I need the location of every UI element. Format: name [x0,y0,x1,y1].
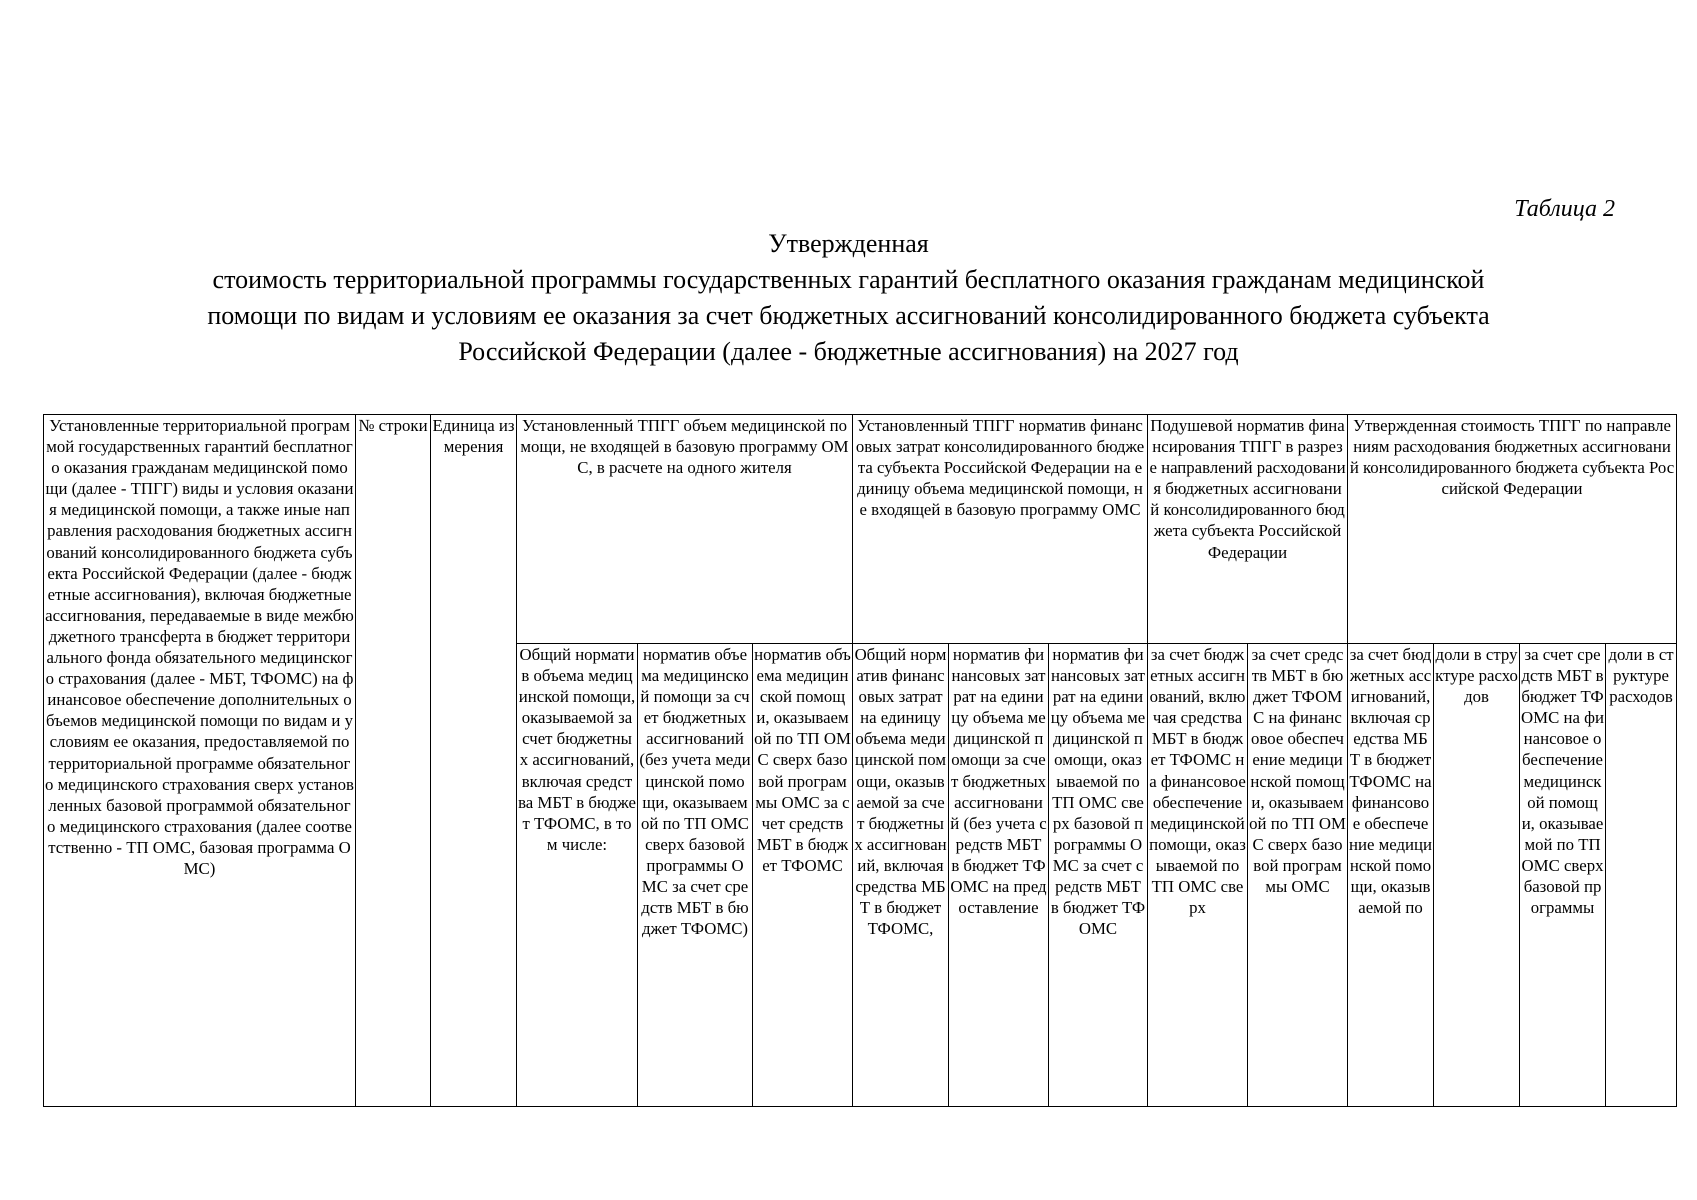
subheader-cost-total: Общий норматив финансовых затрат на единицу объема медицинской помощи, оказываемой за счет бюджетных ассигнований, включая средства МБТ в бюджет ТФОМС, [853,644,949,1107]
subheader-approved-budget-share: доли в структуре расходов [1434,644,1520,1107]
subheader-cost-budget: норматив финансовых затрат на единицу объема медицинской помощи за счет бюджетных ассигнований (без учета средств МБТ в бюджет ТФОМС на предоставление [949,644,1049,1107]
title-line-4: Российской Федерации (далее - бюджетные ассигнования) на 2027 год [458,337,1239,366]
subheader-cost-oms: норматив финансовых затрат на единицу объема медицинской помощи, оказываемой по ТП ОМС сверх базовой программы ОМС за счет средств МБТ в бюджет ТФОМС [1049,644,1148,1107]
header-description-cell: Установленные территориальной программой государственных гарантий бесплатного оказания гражданам медицинской помощи (далее - ТПГГ) виды и условия оказания медицинской помощи, а также иные направления расходования бюджетных ассигнований консолидированного бюджета субъекта Российской Федерации (далее - бюджетные ассигнования), включая бюджетные ассигнования, передаваемые в виде межбюджетного трансферта в бюджет территориального фонда обязательного медицинского страхования (далее - МБТ, ТФОМС) на финансовое обеспечение дополнительных объемов медицинской помощи по видам и условиям ее оказания, предоставляемой по территориальной программе обязательного медицинского страхования сверх установленных базовой программой обязательного медицинского страхования (далее соответственно - ТП ОМС, базовая программа ОМС) [44,415,356,1107]
subheader-approved-budget: за счет бюджетных ассигнований, включая средства МБТ в бюджет ТФОМС на финансовое обеспечение медицинской помощи, оказываемой по [1348,644,1434,1107]
subheader-approved-mbt: за счет средств МБТ в бюджет ТФОМС на финансовое обеспечение медицинской помощи, оказываемой по ТП ОМС сверх базовой программы [1520,644,1606,1107]
subheader-volume-budget: норматив объема медицинской помощи за счет бюджетных ассигнований (без учета медицинской помощи, оказываемой по ТП ОМС сверх базовой программы ОМС за счет средств МБТ в бюджет ТФОМС) [638,644,753,1107]
table-number-label: Таблица 2 [1514,196,1615,222]
table-header-row-groups [44,415,1677,644]
header-row-number-cell: № строки [356,415,431,1107]
document-title [0,226,1697,370]
header-group-per-capita: Подушевой норматив финансирования ТПГГ в разрезе направлений расходования бюджетных ассигнований консолидированного бюджета субъекта Российской Федерации [1148,415,1348,644]
header-group-approved-cost: Утвержденная стоимость ТПГГ по направлениям расходования бюджетных ассигнований консолидированного бюджета субъекта Российской Федерации [1348,415,1677,644]
title-line-2: стоимость территориальной программы государственных гарантий бесплатного оказания гражданам медицинской [212,265,1485,294]
header-group-cost-norm: Установленный ТПГГ норматив финансовых затрат консолидированного бюджета субъекта Российской Федерации на единицу объема медицинской помощи, не входящей в базовую программу ОМС [853,415,1148,644]
financing-table [43,414,1677,1107]
subheader-volume-total: Общий норматив объема медицинской помощи, оказываемой за счет бюджетных ассигнований, включая средства МБТ в бюджет ТФОМС, в том числе: [517,644,638,1107]
subheader-per-capita-mbt: за счет средств МБТ в бюджет ТФОМС на финансовое обеспечение медицинской помощи, оказываемой по ТП ОМС сверх базовой программы ОМС [1248,644,1348,1107]
title-line-1: Утвержденная [768,229,929,258]
subheader-volume-oms: норматив объема медицинской помощи, оказываемой по ТП ОМС сверх базовой программы ОМС за счет средств МБТ в бюджет ТФОМС [753,644,853,1107]
subheader-approved-mbt-share: доли в структуре расходов [1606,644,1677,1107]
title-line-3: помощи по видам и условиям ее оказания за счет бюджетных ассигнований консолидированного бюджета субъекта [207,301,1490,330]
header-group-volume: Установленный ТПГГ объем медицинской помощи, не входящей в базовую программу ОМС, в расчете на одного жителя [517,415,853,644]
header-unit-cell: Единица измерения [431,415,517,1107]
subheader-per-capita-budget: за счет бюджетных ассигнований, включая средства МБТ в бюджет ТФОМС на финансовое обеспечение медицинской помощи, оказываемой по ТП ОМС сверх [1148,644,1248,1107]
